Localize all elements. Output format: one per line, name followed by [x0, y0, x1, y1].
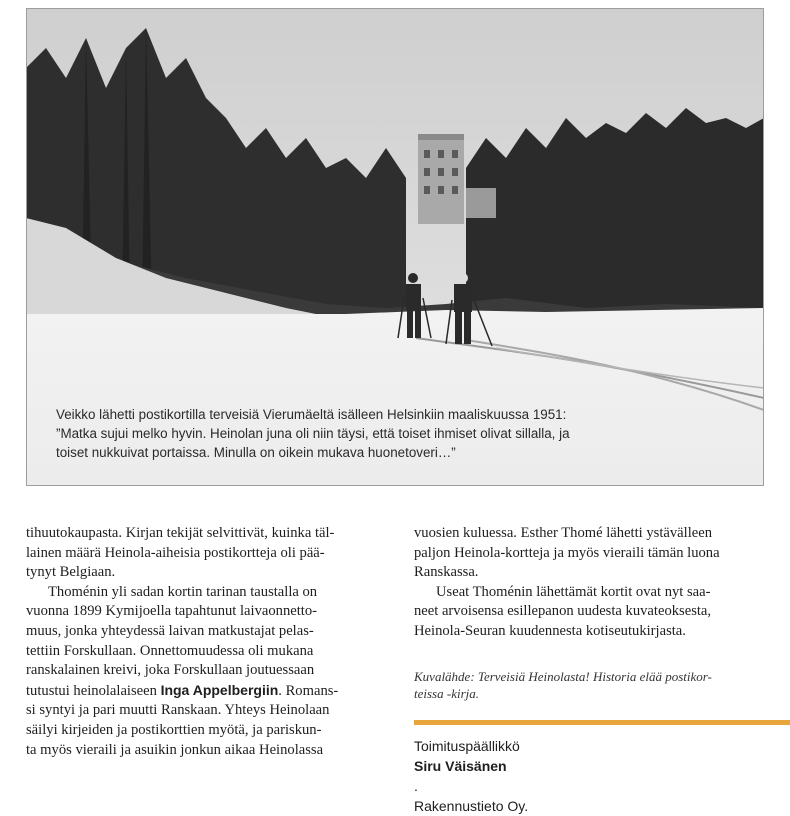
credit-line: teissa -kirja.	[414, 686, 479, 701]
paragraph	[414, 524, 776, 583]
author-signature	[414, 736, 784, 816]
photo-credit	[414, 668, 774, 702]
credit-line: Kuvalähde: Terveisiä Heinolasta! Historia elää postikor-	[414, 669, 712, 684]
paragraph	[26, 583, 378, 760]
paragraph	[26, 524, 378, 583]
winter-ski-photo	[26, 8, 764, 486]
author-company: Rakennustieto Oy.	[414, 798, 529, 814]
text-line: muus, jonka yhteydessä laivan matkustajat pelas-	[26, 622, 314, 639]
photo-caption	[56, 405, 756, 462]
text-line: lainen määrä Heinola-aiheisia postikortteja oli pää-	[26, 544, 325, 561]
accent-divider	[414, 720, 790, 725]
paragraph	[414, 583, 776, 642]
caption-line: ”Matka sujui melko hyvin. Heinolan juna oli niin täysi, että toiset ihmiset olivat sillalla, ja	[56, 426, 570, 441]
text-line: tynyt Belgiaan.	[26, 564, 116, 581]
text-line: Heinola-Seuran kuudennesta kotiseutukirjasta.	[414, 622, 686, 639]
caption-line: Veikko lähetti postikortilla terveisiä Vierumäeltä isälleen Helsinkiin maaliskuussa 1951:	[56, 407, 567, 422]
author-name: Siru Väisänen	[414, 758, 507, 774]
author-line	[414, 736, 784, 796]
left-column	[26, 524, 378, 760]
text-line: Ranskassa.	[414, 564, 479, 581]
text-line	[26, 681, 378, 702]
caption-line: toiset nukkuivat portaissa. Minulla on oikein mukava huonetoveri…”	[56, 445, 456, 460]
text-line: paljon Heinola-kortteja ja myös vieraili tämän luona	[414, 544, 720, 561]
right-column	[414, 524, 776, 642]
text-line: säilyi kirjeiden ja postikorttien myötä, ja pariskun-	[26, 721, 322, 738]
text-line: ranskalainen kreivi, joka Forskullaan joutuessaan	[26, 662, 315, 679]
text-fragment: . Romans-	[278, 682, 339, 699]
text-line: tettiin Forskullaan. Onnettomuudessa oli mukana	[26, 642, 314, 659]
text-line: vuosien kuluessa. Esther Thomé lähetti ystävälleen	[414, 525, 713, 541]
text-line: si syntyi ja pari muutti Ranskaan. Yhteys Heinolaan	[26, 702, 330, 719]
text-fragment: tutustui heinolalaiseen	[26, 682, 161, 699]
person-name: Inga Appelbergiin	[160, 681, 279, 698]
text-line: neet arvoisensa esillepanon uudesta kuvateoksesta,	[414, 603, 712, 620]
text-line: vuonna 1899 Kymijoella tapahtunut laivaonnetto-	[26, 603, 317, 620]
text-line: tihuutokaupasta. Kirjan tekijät selvittivät, kuinka täl-	[26, 525, 335, 541]
author-title-end: .	[414, 778, 418, 794]
text-line: Thoménin yli sadan kortin tarinan taustalla on	[48, 583, 318, 600]
text-line: ta myös vieraili ja asuikin jonkun aikaa Heinolassa	[26, 741, 324, 758]
author-title: Toimituspäällikkö	[414, 738, 520, 754]
text-line: Useat Thoménin lähettämät kortit ovat nyt saa-	[436, 583, 711, 600]
